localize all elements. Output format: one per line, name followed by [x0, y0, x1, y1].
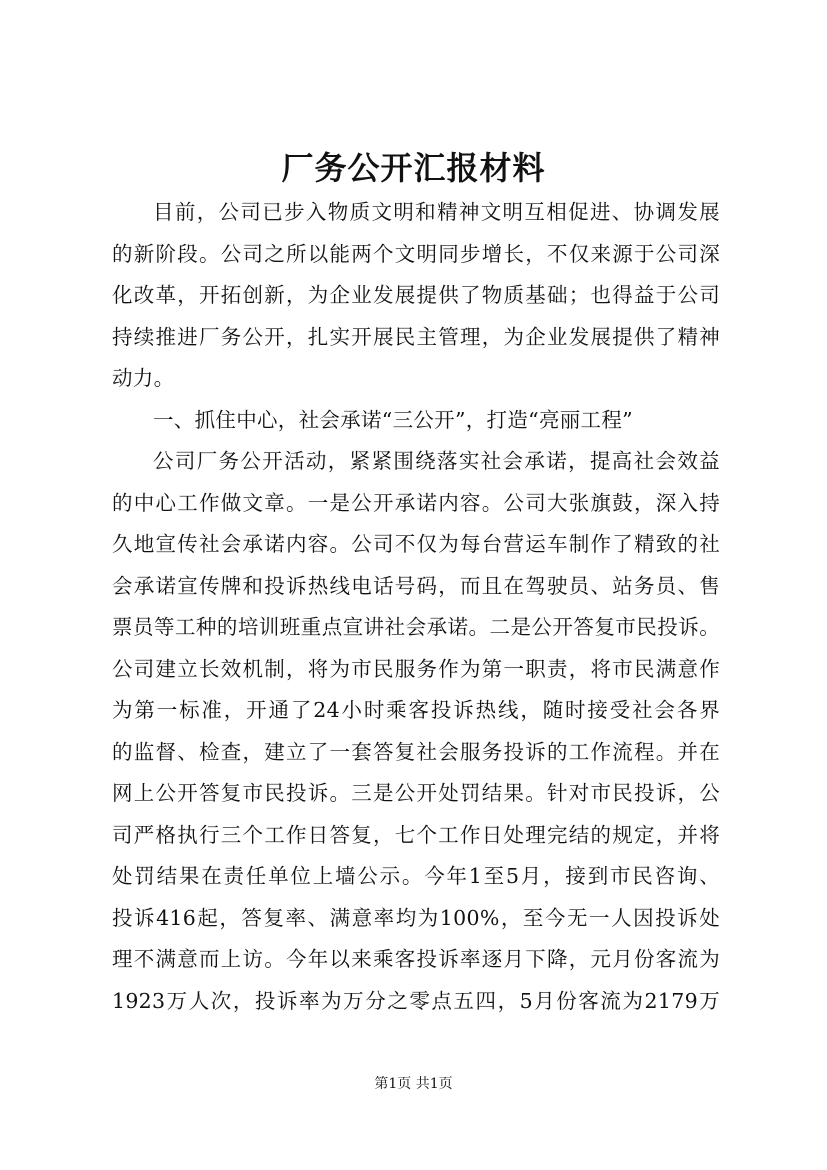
text-line: 公司厂务公开活动，紧紧围绕落实社会承诺，提高社会效益	[153, 449, 720, 473]
text-line: 网上公开答复市民投诉。三是公开处罚结果。针对市民投诉，公	[112, 781, 720, 805]
text-line: 目前，公司已步入物质文明和精神文明互相促进、协调发展	[153, 200, 720, 224]
text-line: 为第一标准，开通了24小时乘客投诉热线，随时接受社会各界	[112, 698, 720, 722]
text-line: 会承诺宣传牌和投诉热线电话号码，而且在驾驶员、站务员、售	[112, 573, 720, 598]
section-heading: 一、抓住中心，社会承诺“三公开”，打造“亮丽工程”	[153, 407, 633, 432]
text-line: 持续推进厂务公开，扎实开展民主管理，为企业发展提供了精神	[112, 324, 720, 349]
text-line: 公司建立长效机制，将为市民服务作为第一职责，将市民满意作	[112, 656, 720, 681]
text-line: 司严格执行三个工作日答复，七个工作日处理完结的规定，并将	[112, 822, 720, 847]
text-line: 处罚结果在责任单位上墙公示。今年1至5月，接到市民咨询、	[112, 864, 720, 888]
text-line: 动力。	[112, 366, 175, 390]
text-line: 的中心工作做文章。一是公开承诺内容。公司大张旗鼓，深入持	[112, 490, 720, 515]
text-line: 票员等工种的培训班重点宣讲社会承诺。二是公开答复市民投诉。	[112, 615, 720, 639]
text-line: 理不满意而上访。今年以来乘客投诉率逐月下降，元月份客流为	[112, 947, 720, 971]
text-line: 投诉416起，答复率、满意率均为100%，至今无一人因投诉处	[112, 905, 720, 930]
text-line: 化改革，开拓创新，为企业发展提供了物质基础；也得益于公司	[112, 283, 720, 307]
page-footer: 第1页 共1页	[374, 1076, 453, 1092]
text-line: 1923万人次，投诉率为万分之零点五四，5月份客流为2179万	[112, 988, 720, 1013]
text-line: 的监督、检查，建立了一套答复社会服务投诉的工作流程。并在	[112, 739, 720, 764]
text-line: 的新阶段。公司之所以能两个文明同步增长，不仅来源于公司深	[112, 241, 720, 266]
document-title: 厂务公开汇报材料	[281, 149, 546, 187]
document-body	[112, 192, 720, 1022]
text-line: 久地宣传社会承诺内容。公司不仅为每台营运车制作了精致的社	[112, 532, 720, 556]
